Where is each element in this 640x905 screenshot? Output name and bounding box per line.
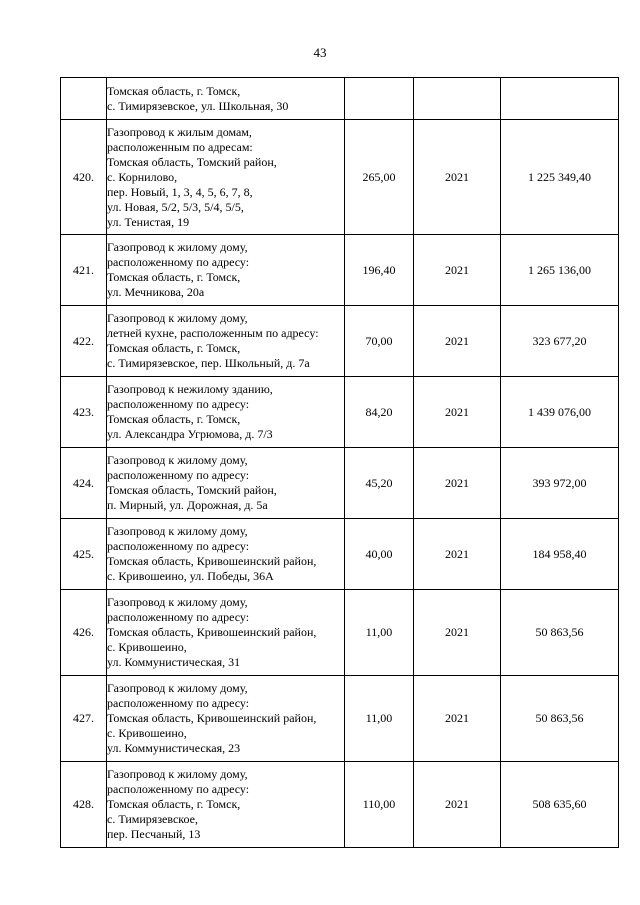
- description-line: Томская область, Томский район,: [107, 483, 277, 497]
- row-length-cell: 45,20: [345, 448, 414, 519]
- row-length-cell: 70,00: [345, 306, 414, 377]
- description-line: с. Тимирязевское,: [107, 812, 198, 826]
- description-line: с. Тимирязевское, ул. Школьная, 30: [107, 98, 289, 113]
- row-description-cell: [107, 676, 345, 762]
- gas-pipeline-table: [60, 77, 619, 848]
- row-year-cell: 2021: [414, 306, 501, 377]
- description-line: расположенному по адресу:: [107, 539, 250, 553]
- description-line: Томская область, Кривошеинский район,: [107, 625, 317, 639]
- row-length-cell: 84,20: [345, 377, 414, 448]
- row-length-cell: 265,00: [345, 120, 414, 235]
- row-year-cell: 2021: [414, 235, 501, 306]
- description-line: расположенному по адресу:: [107, 696, 250, 710]
- row-number-cell: 420.: [61, 120, 107, 235]
- row-cost-cell: 508 635,60: [501, 762, 619, 848]
- row-cost-cell: [501, 78, 619, 120]
- description-line: Газопровод к жилому дому,: [107, 453, 248, 467]
- description-line: Газопровод к нежилому зданию,: [107, 382, 273, 396]
- description-line: Томская область, г. Томск,: [107, 412, 241, 426]
- row-cost-cell: 184 958,40: [501, 519, 619, 590]
- row-year-cell: 2021: [414, 762, 501, 848]
- row-cost-cell: 323 677,20: [501, 306, 619, 377]
- description-line: ул. Мечникова, 20а: [107, 285, 205, 299]
- table-row: [61, 235, 619, 306]
- row-cost-cell: 1 225 349,40: [501, 120, 619, 235]
- description-line: пер. Новый, 1, 3, 4, 5, 6, 7, 8,: [107, 184, 253, 199]
- description-line: Газопровод к жилому дому,: [107, 240, 248, 254]
- row-number-cell: 421.: [61, 235, 107, 306]
- row-number-cell: 423.: [61, 377, 107, 448]
- row-cost-cell: 393 972,00: [501, 448, 619, 519]
- row-number-cell: 427.: [61, 676, 107, 762]
- row-description-cell: [107, 120, 345, 235]
- row-cost-cell: 1 439 076,00: [501, 377, 619, 448]
- row-description-cell: [107, 78, 345, 120]
- description-line: Газопровод к жилым домам,: [107, 124, 252, 139]
- description-line: расположенному по адресу:: [107, 255, 250, 269]
- description-line: Томская область, Кривошеинский район,: [107, 711, 317, 725]
- row-year-cell: 2021: [414, 590, 501, 676]
- table-row: [61, 590, 619, 676]
- description-line: Томская область, г. Томск,: [107, 270, 241, 284]
- description-line: Томская область, Томский район,: [107, 154, 277, 169]
- row-length-cell: 110,00: [345, 762, 414, 848]
- table-row: [61, 676, 619, 762]
- description-line: Томская область, г. Томск,: [107, 83, 241, 98]
- page-number: 43: [313, 45, 327, 60]
- row-year-cell: 2021: [414, 448, 501, 519]
- row-description-cell: [107, 519, 345, 590]
- description-line: пер. Песчаный, 13: [107, 827, 201, 841]
- description-line: ул. Коммунистическая, 31: [107, 655, 241, 669]
- row-length-cell: 11,00: [345, 590, 414, 676]
- description-line: с. Кривошеино,: [107, 726, 187, 740]
- row-description-cell: [107, 448, 345, 519]
- description-line: ул. Александра Угрюмова, д. 7/3: [107, 427, 273, 441]
- row-cost-cell: 50 863,56: [501, 676, 619, 762]
- row-description-cell: [107, 377, 345, 448]
- description-line: Газопровод к жилому дому,: [107, 767, 248, 781]
- row-length-cell: 196,40: [345, 235, 414, 306]
- row-year-cell: 2021: [414, 377, 501, 448]
- table-row: [61, 448, 619, 519]
- description-line: Газопровод к жилому дому,: [107, 595, 248, 609]
- row-length-cell: 40,00: [345, 519, 414, 590]
- description-line: с. Кривошеино, ул. Победы, 36А: [107, 569, 274, 583]
- description-line: Томская область, г. Томск,: [107, 341, 241, 355]
- description-line: с. Кривошеино,: [107, 640, 187, 654]
- description-line: с. Тимирязевское, пер. Школьный, д. 7а: [107, 356, 310, 370]
- description-line: ул. Коммунистическая, 23: [107, 741, 241, 755]
- description-line: Газопровод к жилому дому,: [107, 524, 248, 538]
- description-line: с. Корнилово,: [107, 169, 178, 184]
- description-line: ул. Новая, 5/2, 5/3, 5/4, 5/5,: [107, 199, 244, 214]
- description-line: Томская область, г. Томск,: [107, 797, 241, 811]
- description-line: расположенным по адресам:: [107, 139, 253, 154]
- row-year-cell: 2021: [414, 676, 501, 762]
- row-year-cell: 2021: [414, 519, 501, 590]
- description-line: Газопровод к жилому дому,: [107, 681, 248, 695]
- row-length-cell: 11,00: [345, 676, 414, 762]
- row-number-cell: 426.: [61, 590, 107, 676]
- table-row: [61, 120, 619, 235]
- description-line: Томская область, Кривошеинский район,: [107, 554, 317, 568]
- row-number-cell: 422.: [61, 306, 107, 377]
- description-line: расположенному по адресу:: [107, 397, 250, 411]
- row-cost-cell: 1 265 136,00: [501, 235, 619, 306]
- description-line: расположенному по адресу:: [107, 610, 250, 624]
- row-cost-cell: 50 863,56: [501, 590, 619, 676]
- row-description-cell: [107, 306, 345, 377]
- row-description-cell: [107, 762, 345, 848]
- row-number-cell: [61, 78, 107, 120]
- table-row: [61, 519, 619, 590]
- row-year-cell: 2021: [414, 120, 501, 235]
- description-line: летней кухне, расположенным по адресу:: [107, 326, 319, 340]
- table-row: [61, 78, 619, 120]
- row-year-cell: [414, 78, 501, 120]
- table-row: [61, 377, 619, 448]
- row-description-cell: [107, 235, 345, 306]
- row-number-cell: 425.: [61, 519, 107, 590]
- table-row: [61, 306, 619, 377]
- row-number-cell: 428.: [61, 762, 107, 848]
- description-line: расположенному по адресу:: [107, 782, 250, 796]
- description-line: ул. Тенистая, 19: [107, 214, 190, 229]
- description-line: Газопровод к жилому дому,: [107, 311, 248, 325]
- description-line: расположенному по адресу:: [107, 468, 250, 482]
- row-number-cell: 424.: [61, 448, 107, 519]
- row-description-cell: [107, 590, 345, 676]
- table-row: [61, 762, 619, 848]
- row-length-cell: [345, 78, 414, 120]
- description-line: п. Мирный, ул. Дорожная, д. 5а: [107, 498, 268, 512]
